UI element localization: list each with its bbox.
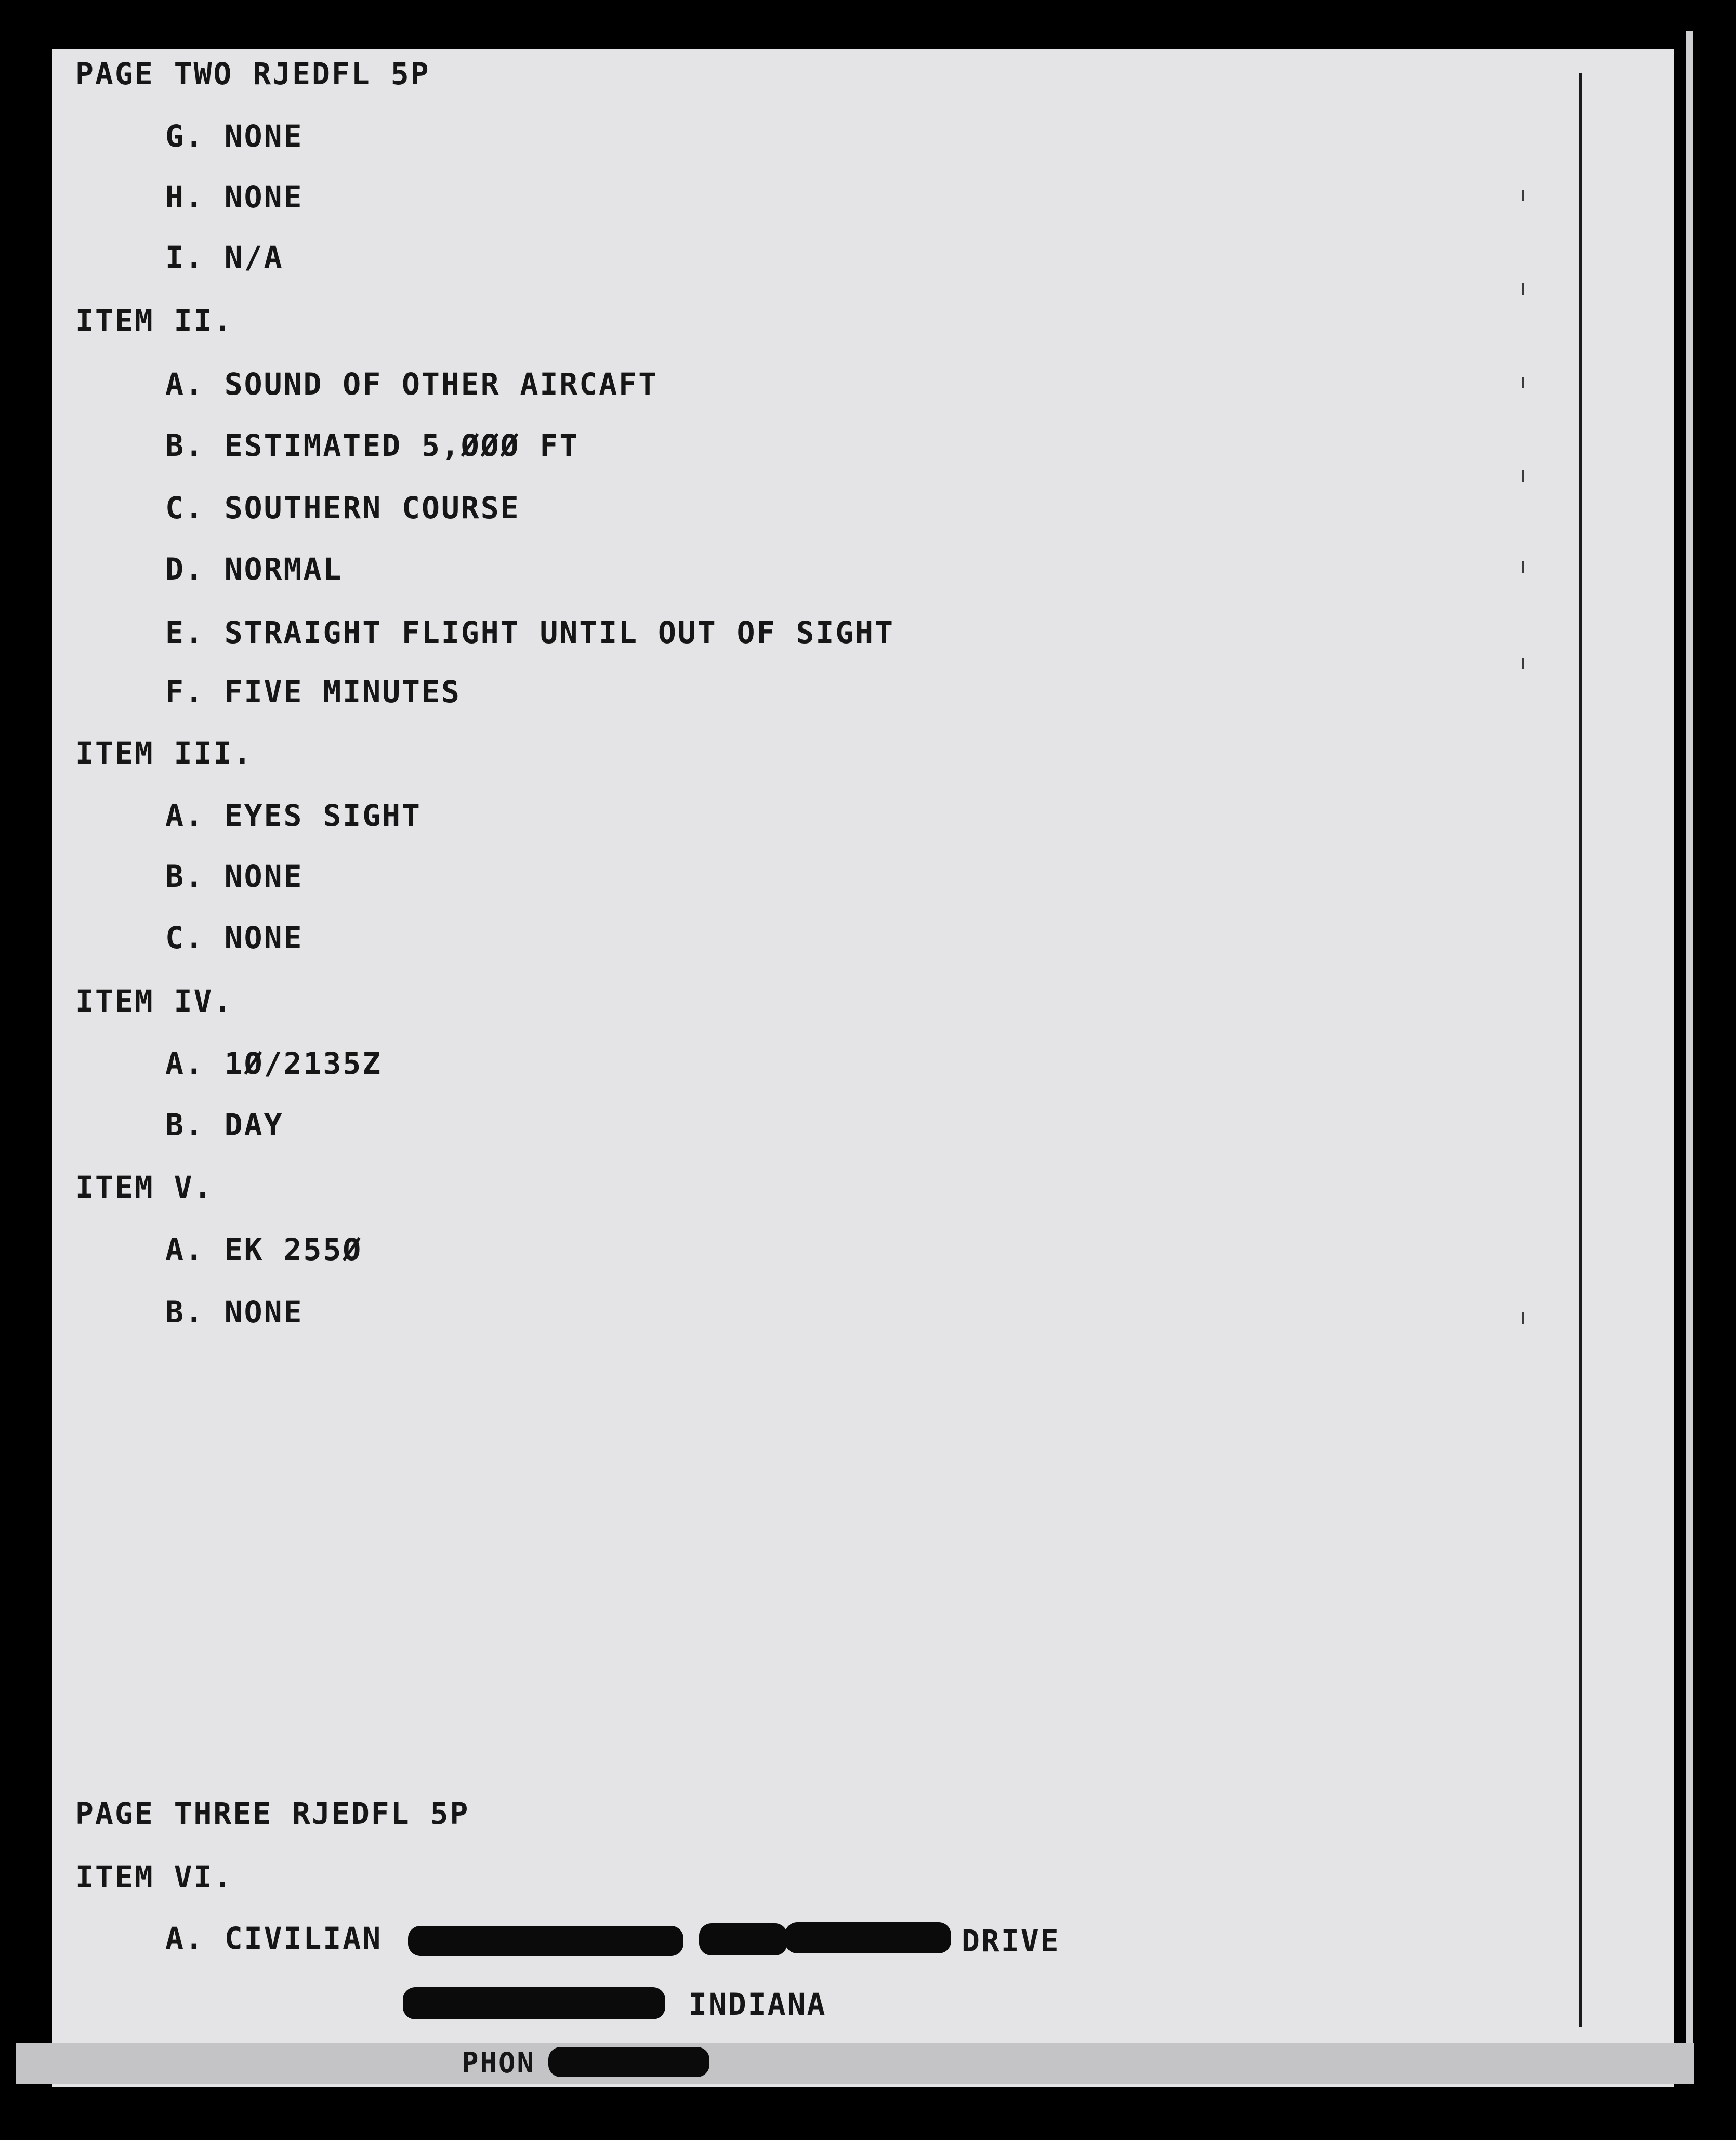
- row-label: B.: [165, 1294, 205, 1330]
- phone-label: PHON: [462, 2046, 536, 2079]
- row-label: D.: [165, 552, 205, 587]
- row-label: A.: [165, 1921, 205, 1956]
- row-text: N/A: [224, 240, 284, 275]
- item-vi-heading: ITEM VI.: [75, 1859, 233, 1895]
- row-label: H.: [165, 179, 205, 215]
- page-three-header: PAGE THREE RJEDFL 5P: [75, 1796, 470, 1831]
- item-ii-a: [165, 366, 658, 402]
- street-suffix: DRIVE: [962, 1923, 1060, 1959]
- row-label: A.: [165, 366, 205, 402]
- page-two-header: PAGE TWO RJEDFL 5P: [75, 56, 430, 91]
- bottom-edge: [16, 2043, 1694, 2084]
- row-text: NONE: [224, 119, 304, 154]
- item-i-h: [165, 179, 304, 215]
- row-text: STRAIGHT FLIGHT UNTIL OUT OF SIGHT: [224, 615, 895, 650]
- item-v-a: [165, 1232, 363, 1267]
- margin-tick: [1522, 561, 1524, 573]
- row-label: B.: [165, 859, 205, 894]
- margin-tick: [1522, 377, 1524, 388]
- item-ii-f: [165, 674, 461, 710]
- row-text: DAY: [224, 1107, 284, 1143]
- row-label: C.: [165, 490, 205, 526]
- row-label: E.: [165, 615, 205, 650]
- row-text: NONE: [224, 1294, 304, 1330]
- row-label: B.: [165, 428, 205, 463]
- row-label: I.: [165, 240, 205, 275]
- row-text: CIVILIAN: [224, 1921, 383, 1956]
- margin-tick: [1522, 470, 1524, 482]
- redaction-bar: [785, 1922, 951, 1953]
- state-name: INDIANA: [689, 1987, 827, 2022]
- item-v-b: [165, 1294, 304, 1330]
- item-iii-heading: ITEM III.: [75, 736, 253, 771]
- margin-rule: [1579, 73, 1582, 2027]
- row-label: G.: [165, 119, 205, 154]
- item-iii-c: [165, 920, 304, 955]
- row-label: A.: [165, 1046, 205, 1081]
- item-iii-a: [165, 800, 422, 831]
- redaction-bar: [699, 1923, 787, 1955]
- margin-tick: [1522, 1312, 1524, 1324]
- row-text: NONE: [224, 859, 304, 894]
- item-ii-c: [165, 490, 520, 526]
- row-label: F.: [165, 674, 205, 710]
- row-text: 1Ø/2135Z: [224, 1046, 383, 1081]
- row-text: EYES SIGHT: [224, 798, 422, 833]
- margin-tick: [1522, 658, 1524, 669]
- item-ii-e: [165, 615, 895, 650]
- item-i-g: [165, 119, 304, 154]
- row-text: EK 255Ø: [224, 1232, 363, 1267]
- row-text: FIVE MINUTES: [224, 674, 461, 710]
- item-iv-a: [165, 1048, 382, 1079]
- redaction-bar: [548, 2047, 709, 2077]
- row-text: NORMAL: [224, 552, 343, 587]
- item-iii-b: [165, 859, 304, 894]
- row-label: C.: [165, 920, 205, 955]
- row-label: B.: [165, 1107, 205, 1143]
- item-i-i: [165, 240, 284, 275]
- row-label: A.: [165, 798, 205, 833]
- redaction-bar: [408, 1926, 683, 1956]
- item-iv-heading: ITEM IV.: [75, 983, 233, 1019]
- item-ii-heading: ITEM II.: [75, 303, 233, 338]
- margin-tick: [1522, 283, 1524, 295]
- row-text: SOUND OF OTHER AIRCAFT: [224, 366, 658, 402]
- item-ii-b: [165, 430, 579, 461]
- item-vi-a: [165, 1921, 383, 1956]
- item-v-heading: ITEM V.: [75, 1170, 214, 1205]
- row-text: NONE: [224, 920, 304, 955]
- redaction-bar: [403, 1987, 665, 2019]
- margin-tick: [1522, 190, 1524, 201]
- item-ii-d: [165, 552, 343, 587]
- row-text: NONE: [224, 179, 304, 215]
- item-iv-b: [165, 1107, 284, 1143]
- row-text: ESTIMATED 5,ØØØ FT: [224, 428, 580, 463]
- row-label: A.: [165, 1232, 205, 1267]
- row-text: SOUTHERN COURSE: [224, 490, 520, 526]
- page-edge: [1686, 31, 1693, 2048]
